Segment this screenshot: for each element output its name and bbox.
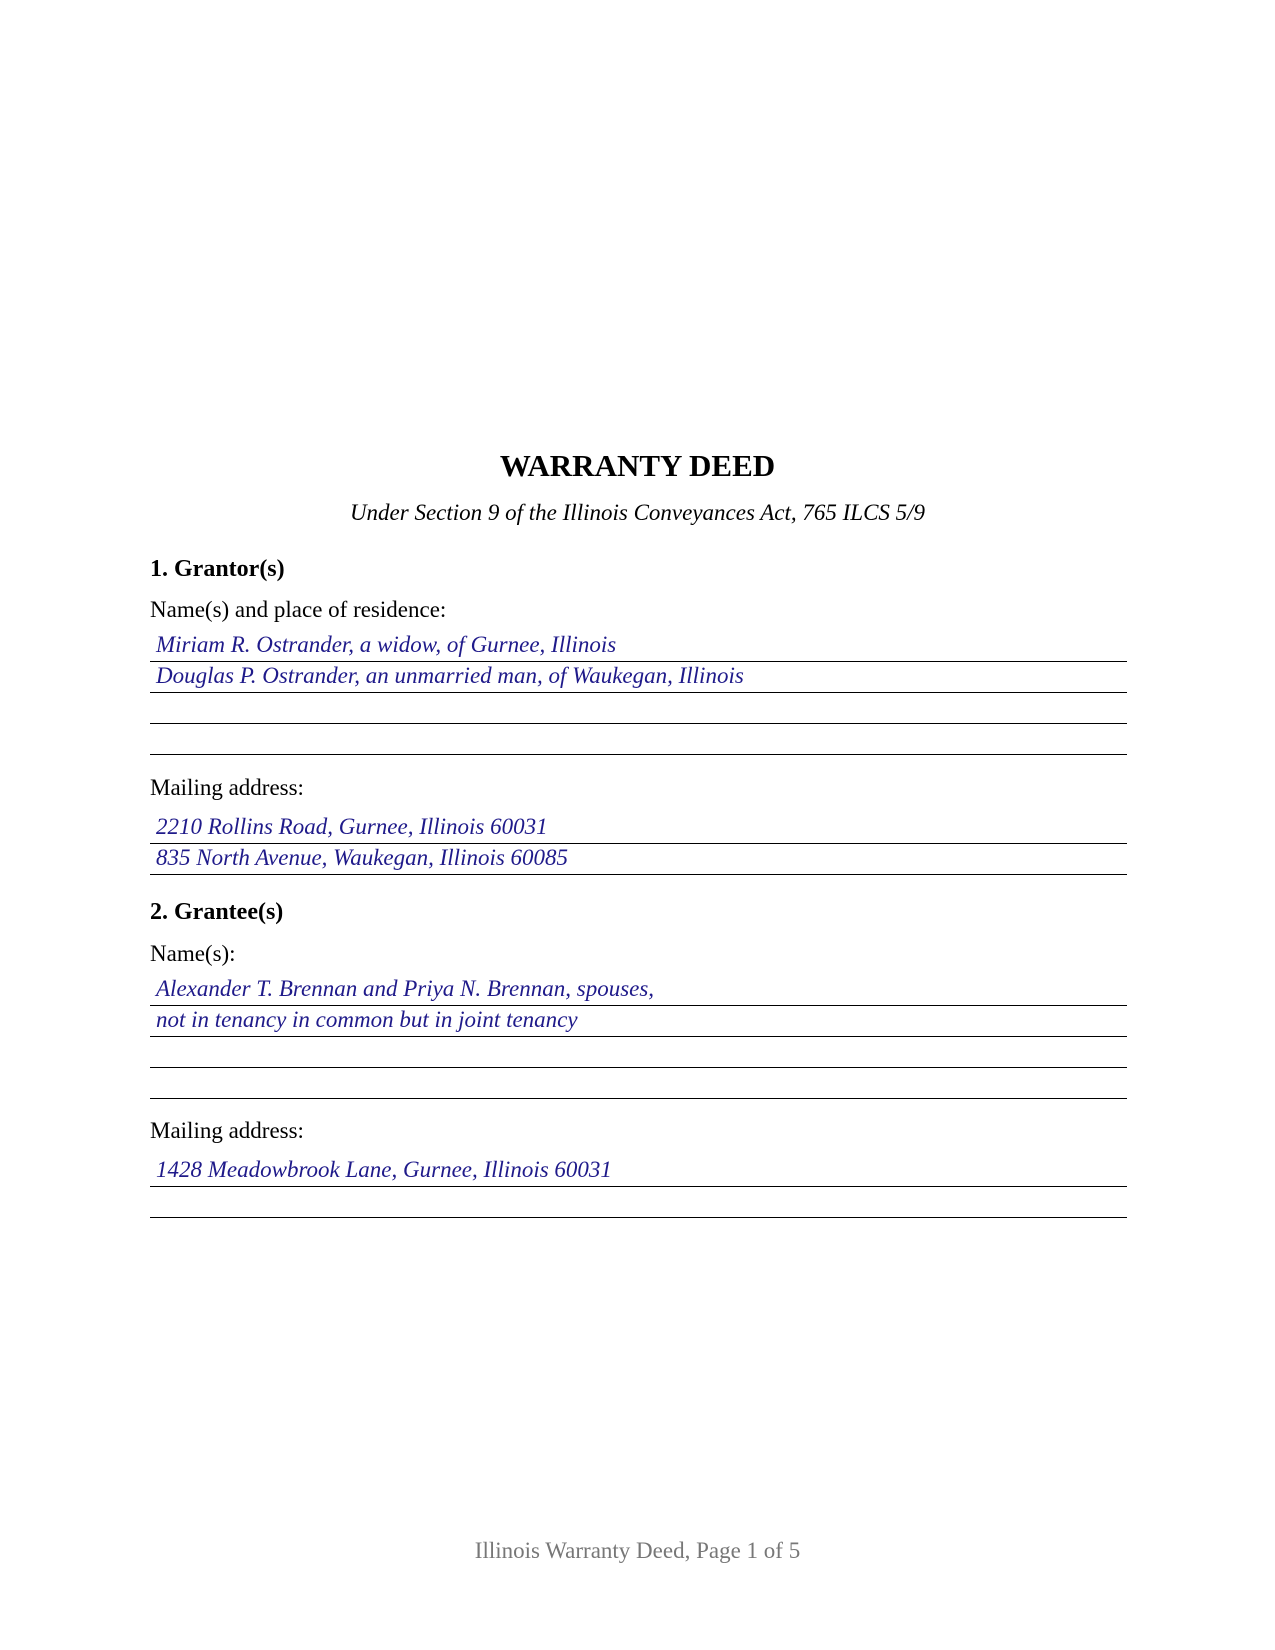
grantee-section-heading: 2. Grantee(s) [150, 899, 284, 925]
grantor-name-line-4[interactable] [150, 725, 1127, 755]
page-title: WARRANTY DEED [499, 448, 776, 483]
grantor-name-line-1[interactable] [150, 632, 1127, 662]
grantee-name-line-4[interactable] [150, 1069, 1127, 1099]
grantee-name-value: Alexander T. Brennan and Priya N. Brennan, spouses, [156, 976, 655, 1001]
grantor-name-value: Douglas P. Ostrander, an unmarried man, of Waukegan, Illinois [156, 663, 744, 688]
grantee-names-label: Name(s): [150, 941, 236, 966]
page-footer: Illinois Warranty Deed, Page 1 of 5 [474, 1538, 801, 1563]
grantor-address-label: Mailing address: [150, 775, 304, 800]
grantor-name-line-2[interactable] [150, 663, 1127, 693]
grantor-names-label: Name(s) and place of residence: [150, 597, 447, 622]
grantor-name-value: Miriam R. Ostrander, a widow, of Gurnee, Illinois [156, 632, 617, 657]
grantee-address-value: 1428 Meadowbrook Lane, Gurnee, Illinois 60031 [156, 1157, 612, 1182]
grantor-name-line-3[interactable] [150, 694, 1127, 724]
grantee-address-label: Mailing address: [150, 1118, 304, 1143]
grantee-name-line-1[interactable] [150, 976, 1127, 1006]
grantee-name-value: not in tenancy in common but in joint tenancy [156, 1007, 578, 1032]
grantor-section-heading: 1. Grantor(s) [150, 556, 285, 582]
grantor-address-line-1[interactable] [150, 814, 1127, 844]
grantee-address-line-2[interactable] [150, 1188, 1127, 1218]
grantor-address-value: 2210 Rollins Road, Gurnee, Illinois 60031 [156, 814, 548, 839]
document-subtitle: Under Section 9 of the Illinois Conveyances Act, 765 ILCS 5/9 [349, 500, 926, 525]
grantee-address-line-1[interactable] [150, 1157, 1127, 1187]
grantee-name-line-3[interactable] [150, 1038, 1127, 1068]
grantee-name-line-2[interactable] [150, 1007, 1127, 1037]
grantor-address-line-2[interactable] [150, 845, 1127, 875]
grantor-address-value: 835 North Avenue, Waukegan, Illinois 60085 [156, 845, 569, 870]
